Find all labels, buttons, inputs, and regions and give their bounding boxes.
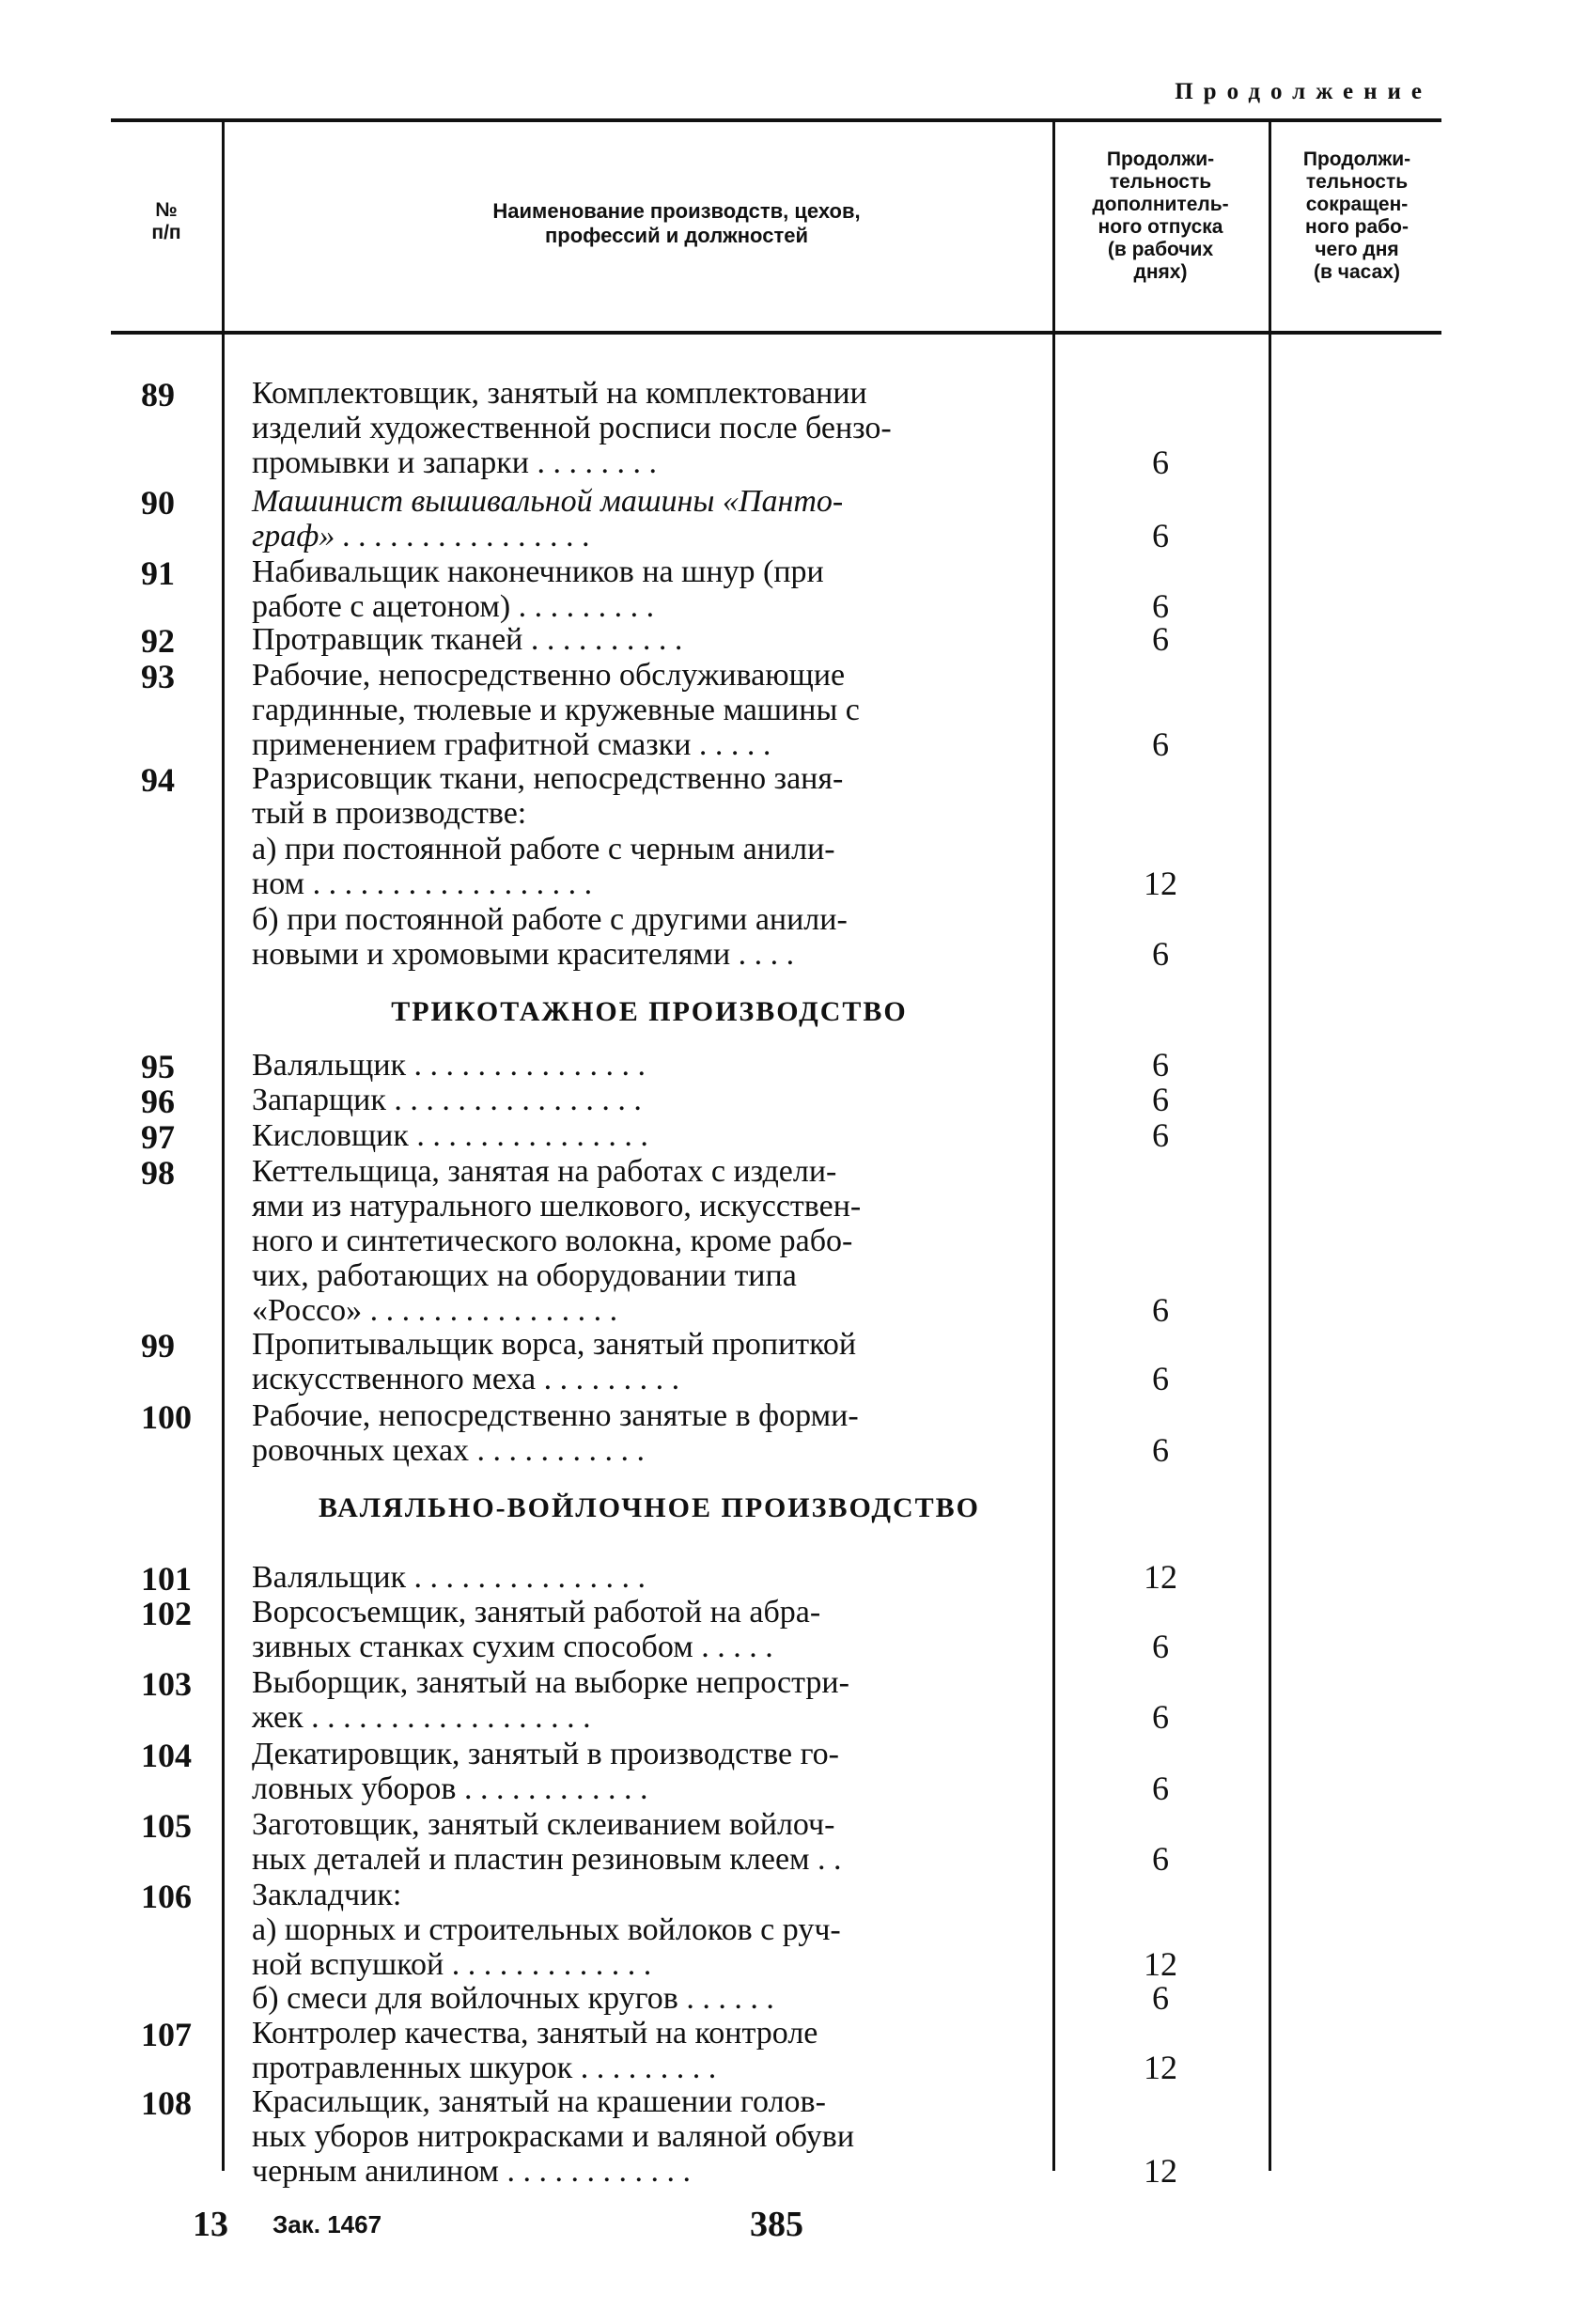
description-line: Валяльщик . . . . . . . . . . . . . . .: [252, 1560, 646, 1595]
description-line: искусственного меха . . . . . . . . .: [252, 1362, 680, 1396]
row-description: [252, 1327, 1047, 1396]
row-description: [252, 1398, 1047, 1468]
row-description: [252, 376, 1047, 480]
description-line: Контролер качества, занятый на контроле: [252, 2016, 818, 2051]
description-line: ных деталей и пластин резиновым клеем . .: [252, 1842, 842, 1877]
row-description: [252, 902, 1047, 972]
description-line: ями из натурального шелкового, искусствен-: [252, 1189, 862, 1224]
vacation-days: 6: [1152, 1291, 1169, 1329]
description-line: Рабочие, непосредственно занятые в форми-: [252, 1398, 859, 1433]
description-line: Красильщик, занятый на крашении голов-: [252, 2084, 826, 2119]
row-description: [252, 1154, 1047, 1328]
row-number: 104: [141, 1737, 192, 1774]
row-number: 93: [141, 658, 175, 695]
vacation-days: 6: [1152, 1431, 1169, 1469]
row-number: 105: [141, 1807, 192, 1845]
row-number: 100: [141, 1398, 192, 1436]
order-number: Зак. 1467: [273, 2210, 382, 2238]
description-line: Декатировщик, занятый в производстве го-: [252, 1737, 839, 1771]
vacation-days: 12: [1144, 1945, 1177, 1983]
continuation-label: Продолжение: [1175, 79, 1432, 104]
row-description: [252, 622, 1047, 657]
page-number: 385: [750, 2205, 803, 2244]
description-line: Машинист вышивальной машины «Панто-: [252, 484, 844, 519]
row-description: [252, 1665, 1047, 1735]
row-description: [252, 1807, 1047, 1877]
description-line: зивных станках сухим способом . . . . .: [252, 1630, 773, 1664]
vacation-days: 6: [1152, 517, 1169, 554]
vacation-days: 6: [1152, 444, 1169, 481]
description-line: черным анилином . . . . . . . . . . . .: [252, 2154, 691, 2189]
row-description: [252, 2084, 1047, 2189]
description-line: изделий художественной росписи после бензо-: [252, 411, 892, 445]
vacation-days: 6: [1152, 1770, 1169, 1807]
vacation-days: 6: [1152, 725, 1169, 763]
column-divider: [1269, 122, 1271, 2171]
description-line: тый в производстве:: [252, 796, 527, 831]
row-description: [252, 1878, 1047, 1912]
column-header-short-day: Продолжи- тельность сокращен- ного рабо- чего дня (в часах): [1302, 148, 1411, 283]
description-line: работе с ацетоном) . . . . . . . . .: [252, 589, 655, 624]
row-description: [252, 1595, 1047, 1664]
vacation-days: 6: [1152, 935, 1169, 973]
row-number: 108: [141, 2084, 192, 2122]
description-line: гардинные, тюлевые и кружевные машины с: [252, 693, 860, 727]
description-line: протравленных шкурок . . . . . . . . .: [252, 2051, 717, 2085]
vacation-days: 12: [1144, 2049, 1177, 2086]
description-line: Валяльщик . . . . . . . . . . . . . . .: [252, 1048, 646, 1083]
column-divider: [222, 122, 225, 2171]
column-header-name: Наименование производств, цехов, профессий и должностей: [492, 199, 861, 247]
row-description: [252, 832, 1047, 901]
description-line: ловных уборов . . . . . . . . . . . .: [252, 1771, 648, 1806]
description-line: Кисловщик . . . . . . . . . . . . . . .: [252, 1118, 648, 1153]
row-number: 102: [141, 1595, 192, 1632]
row-description: [252, 1083, 1047, 1117]
vacation-days: 12: [1144, 1558, 1177, 1596]
row-number: 95: [141, 1048, 175, 1085]
row-description: [252, 2016, 1047, 2085]
description-line: ного и синтетического волокна, кроме рабо-: [252, 1224, 853, 1258]
description-line: граф» . . . . . . . . . . . . . . . .: [252, 519, 591, 554]
description-line: а) шорных и строительных войлоков с руч-: [252, 1912, 841, 1947]
description-line: «Россо» . . . . . . . . . . . . . . . .: [252, 1293, 618, 1328]
vacation-days: 6: [1152, 1116, 1169, 1154]
vacation-days: 6: [1152, 1979, 1169, 2017]
description-line: Протравщик тканей . . . . . . . . . .: [252, 622, 683, 657]
row-number: 90: [141, 484, 175, 522]
description-line: Выборщик, занятый на выборке непростри-: [252, 1665, 849, 1700]
description-line: Заготовщик, занятый склеиванием войлоч-: [252, 1807, 835, 1842]
description-line: Пропитывальщик ворса, занятый пропиткой: [252, 1327, 857, 1362]
row-description: [252, 484, 1047, 554]
vacation-days: 6: [1152, 587, 1169, 625]
row-description: [252, 1981, 1047, 2016]
row-number: 106: [141, 1878, 192, 1915]
row-number: 91: [141, 554, 175, 592]
section-heading-knitting: ТРИКОТАЖНОЕ ПРОИЗВОДСТВО: [391, 996, 908, 1027]
header-rule: [111, 331, 1441, 335]
row-number: 101: [141, 1560, 192, 1598]
row-number: 92: [141, 622, 175, 660]
description-line: Рабочие, непосредственно обслуживающие: [252, 658, 846, 693]
vacation-days: 6: [1152, 1840, 1169, 1878]
description-line: Ворсосъемщик, занятый работой на абра-: [252, 1595, 821, 1630]
description-line: применением графитной смазки . . . . .: [252, 727, 771, 762]
column-header-number: № п/п: [151, 199, 181, 243]
row-description: [252, 554, 1047, 624]
description-line: ных уборов нитрокрасками и валяной обуви: [252, 2119, 855, 2154]
vacation-days: 6: [1152, 620, 1169, 658]
description-line: Комплектовщик, занятый на комплектовании: [252, 376, 867, 411]
vacation-days: 6: [1152, 1046, 1169, 1084]
section-heading-felting: ВАЛЯЛЬНО-ВОЙЛОЧНОЕ ПРОИЗВОДСТВО: [319, 1492, 980, 1523]
vacation-days: 6: [1152, 1360, 1169, 1397]
column-header-vacation: Продолжи- тельность дополнитель- ного отпуска (в рабочих днях): [1092, 148, 1229, 283]
row-number: 94: [141, 761, 175, 799]
description-line: б) при постоянной работе с другими анили-: [252, 902, 848, 937]
row-description: [252, 1118, 1047, 1153]
row-number: 99: [141, 1327, 175, 1365]
description-line: жек . . . . . . . . . . . . . . . . . .: [252, 1700, 591, 1735]
description-line: новыми и хромовыми красителями . . . .: [252, 937, 795, 972]
row-description: [252, 1737, 1047, 1806]
row-number: 98: [141, 1154, 175, 1192]
vacation-days: 6: [1152, 1628, 1169, 1665]
description-line: Запарщик . . . . . . . . . . . . . . . .: [252, 1083, 642, 1117]
top-rule: [111, 118, 1441, 122]
row-number: 107: [141, 2016, 192, 2053]
description-line: ном . . . . . . . . . . . . . . . . . .: [252, 866, 593, 901]
description-line: Разрисовщик ткани, непосредственно заня-: [252, 761, 844, 796]
description-line: промывки и запарки . . . . . . . .: [252, 445, 657, 480]
description-line: Закладчик:: [252, 1878, 402, 1912]
row-description: [252, 1912, 1047, 1982]
description-line: ровочных цехах . . . . . . . . . . .: [252, 1433, 646, 1468]
signature-mark: 13: [193, 2205, 228, 2244]
row-description: [252, 1560, 1047, 1595]
row-number: 89: [141, 376, 175, 413]
row-number: 96: [141, 1083, 175, 1120]
description-line: ной вспушкой . . . . . . . . . . . . .: [252, 1947, 652, 1982]
description-line: б) смеси для войлочных кругов . . . . . .: [252, 1981, 774, 2016]
row-description: [252, 761, 1047, 831]
row-description: [252, 658, 1047, 762]
description-line: а) при постоянной работе с черным анили-: [252, 832, 835, 866]
row-number: 97: [141, 1118, 175, 1156]
row-number: 103: [141, 1665, 192, 1703]
column-divider: [1052, 122, 1055, 2171]
description-line: Набивальщик наконечников на шнур (при: [252, 554, 824, 589]
vacation-days: 6: [1152, 1081, 1169, 1118]
vacation-days: 12: [1144, 865, 1177, 902]
description-line: чих, работающих на оборудовании типа: [252, 1258, 797, 1293]
row-description: [252, 1048, 1047, 1083]
description-line: Кеттельщица, занятая на работах с издели-: [252, 1154, 837, 1189]
vacation-days: 6: [1152, 1698, 1169, 1736]
vacation-days: 12: [1144, 2152, 1177, 2190]
